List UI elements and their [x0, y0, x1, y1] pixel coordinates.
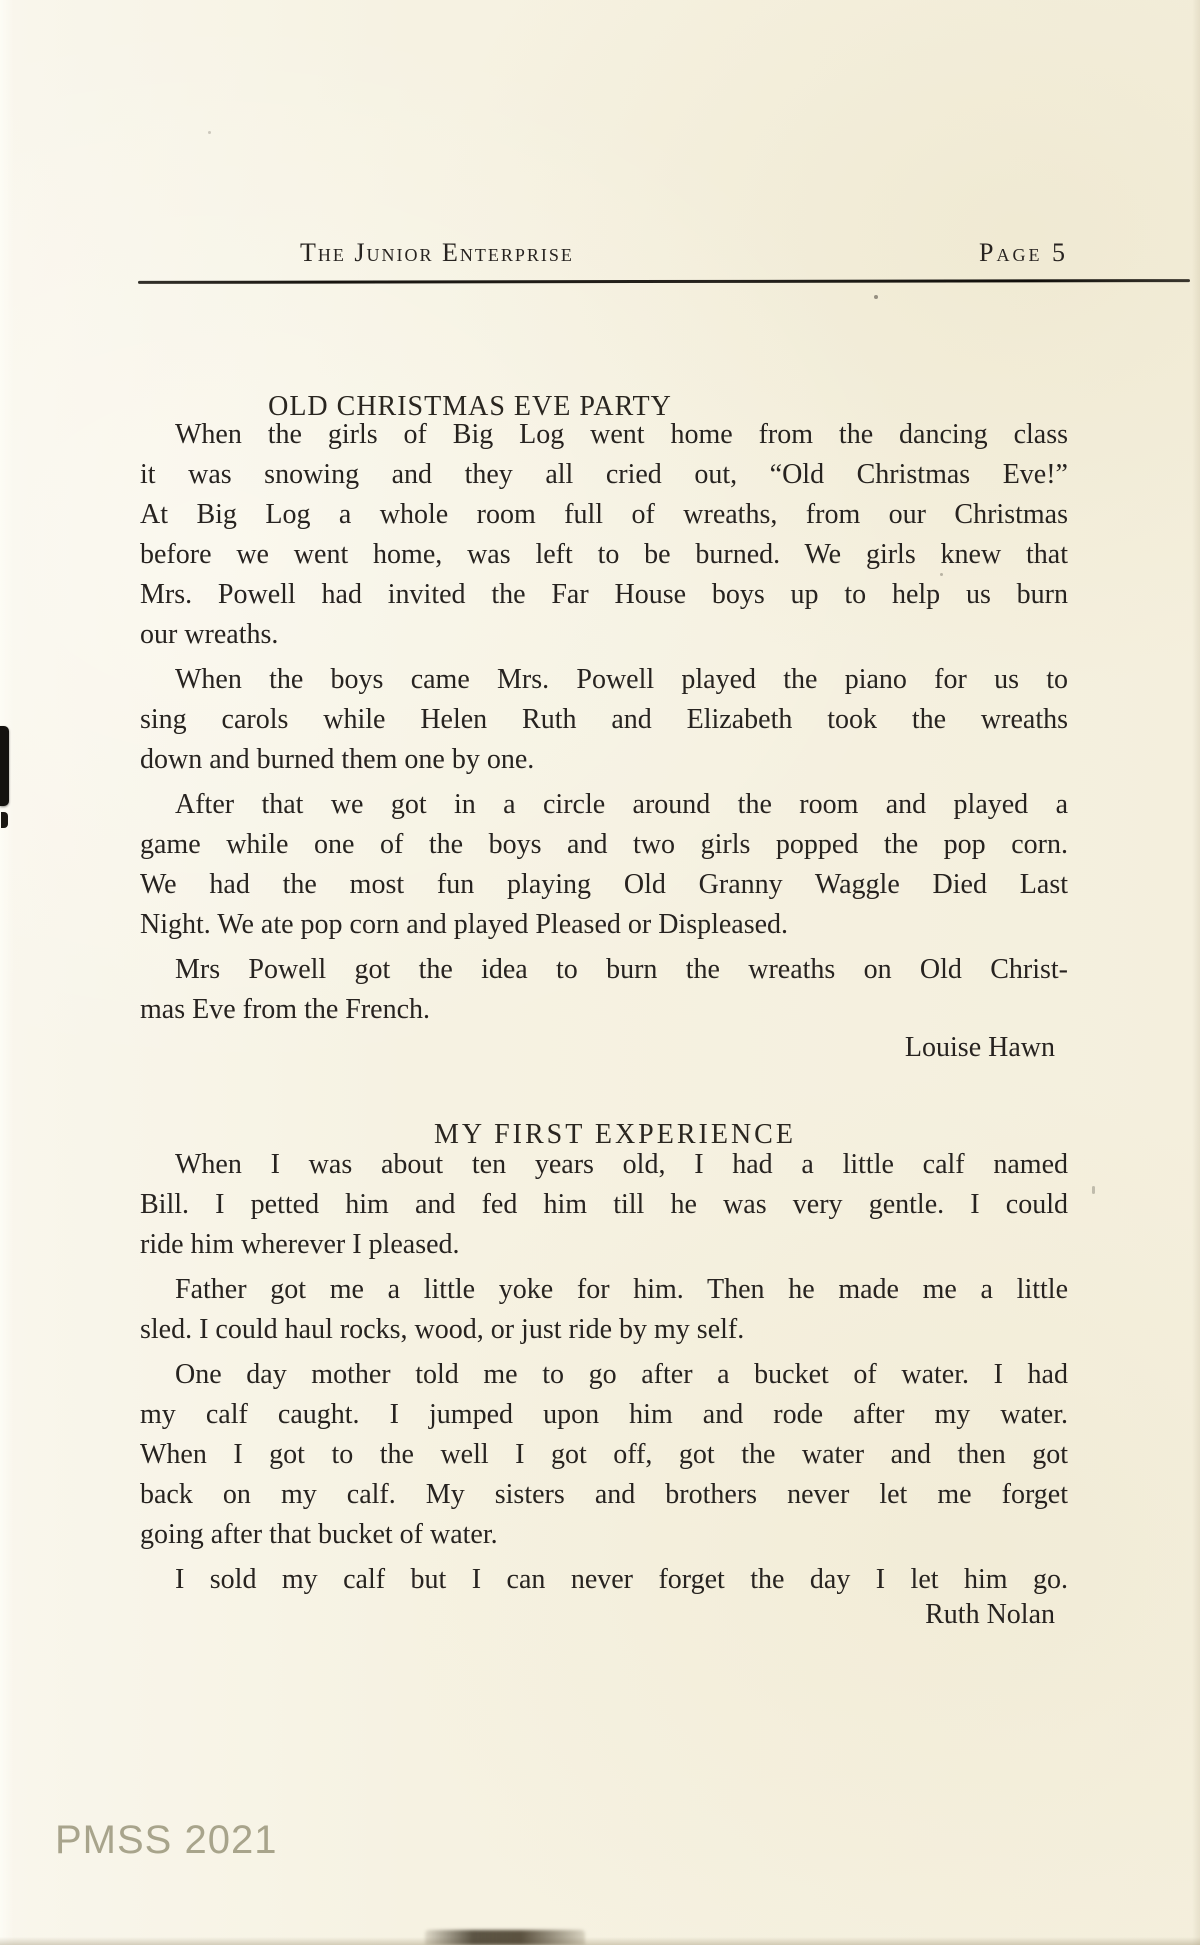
scan-speck [208, 131, 211, 134]
text-line: Night. We ate pop corn and played Pleased or Displeased. [140, 909, 789, 940]
scan-edge-shadow-bottom [0, 1937, 1200, 1945]
paragraph [140, 1145, 1068, 1265]
text-line: it was snowing and they all cried out, “Old Christmas Eve!” [140, 459, 1068, 490]
text-line: my calf caught. I jumped upon him and rode after my water. [140, 1399, 1068, 1430]
text-line: our wreaths. [140, 619, 279, 650]
text-line: Bill. I petted him and fed him till he was very gentle. I could [140, 1189, 1068, 1220]
text-line: We had the most fun playing Old Granny Waggle Died Last [140, 869, 1068, 900]
paragraph [140, 1355, 1068, 1555]
text-line: One day mother told me to go after a bucket of water. I had [175, 1359, 1068, 1390]
text-line: before we went home, was left to be burned. We girls knew that [140, 539, 1068, 570]
text-line: sled. I could haul rocks, wood, or just ride by my self. [140, 1314, 745, 1345]
scan-edge-shadow-right [1192, 0, 1200, 1945]
text-line: When the girls of Big Log went home from the dancing class [175, 419, 1068, 450]
paragraph [140, 415, 1068, 655]
watermark-label: PMSS 2021 [55, 1818, 278, 1862]
text-line: Mrs Powell got the idea to burn the wreaths on Old Christ- [175, 954, 1068, 985]
page-number: Page 5 [979, 238, 1068, 267]
paragraph [140, 660, 1068, 780]
text-line: I sold my calf but I can never forget the day I let him go. [175, 1564, 1068, 1595]
text-line: mas Eve from the French. [140, 994, 431, 1025]
text-line: Father got me a little yoke for him. Then he made me a little [175, 1274, 1068, 1305]
scan-speck [1092, 1186, 1095, 1194]
scan-smudge [425, 1930, 585, 1945]
text-line: When I got to the well I got off, got the water and then got [140, 1439, 1068, 1470]
scan-edge-highlight [0, 0, 14, 1945]
paragraph [140, 1560, 1068, 1600]
text-line: down and burned them one by one. [140, 744, 535, 775]
header-rule [138, 279, 1190, 284]
text-line: When the boys came Mrs. Powell played the piano for us to [175, 664, 1068, 695]
paragraph [140, 1270, 1068, 1350]
text-line: going after that bucket of water. [140, 1519, 498, 1550]
text-line: back on my calf. My sisters and brothers never let me forget [140, 1479, 1068, 1510]
author-signature: Ruth Nolan [925, 1599, 1055, 1630]
masthead-title: The Junior Enterprise [300, 238, 574, 267]
text-line: Mrs. Powell had invited the Far House boys up to help us burn [140, 579, 1068, 610]
story-body [140, 415, 1068, 1035]
story-body [140, 1145, 1068, 1605]
story-title: OLD CHRISTMAS EVE PARTY [268, 391, 672, 423]
text-line: game while one of the boys and two girls popped the pop corn. [140, 829, 1068, 860]
ink-mark [0, 726, 9, 806]
ink-mark-dot [1, 812, 8, 828]
text-line: When I was about ten years old, I had a little calf named [175, 1149, 1068, 1180]
paragraph [140, 785, 1068, 945]
text-line: sing carols while Helen Ruth and Elizabeth took the wreaths [140, 704, 1068, 735]
story-title: MY FIRST EXPERIENCE [434, 1119, 796, 1151]
scan-speck [874, 295, 878, 299]
text-line: At Big Log a whole room full of wreaths, from our Christmas [140, 499, 1068, 530]
author-signature: Louise Hawn [904, 1032, 1055, 1063]
scan-speck [940, 573, 943, 576]
paragraph [140, 950, 1068, 1030]
text-line: ride him wherever I pleased. [140, 1229, 460, 1260]
text-line: After that we got in a circle around the room and played a [175, 789, 1068, 820]
